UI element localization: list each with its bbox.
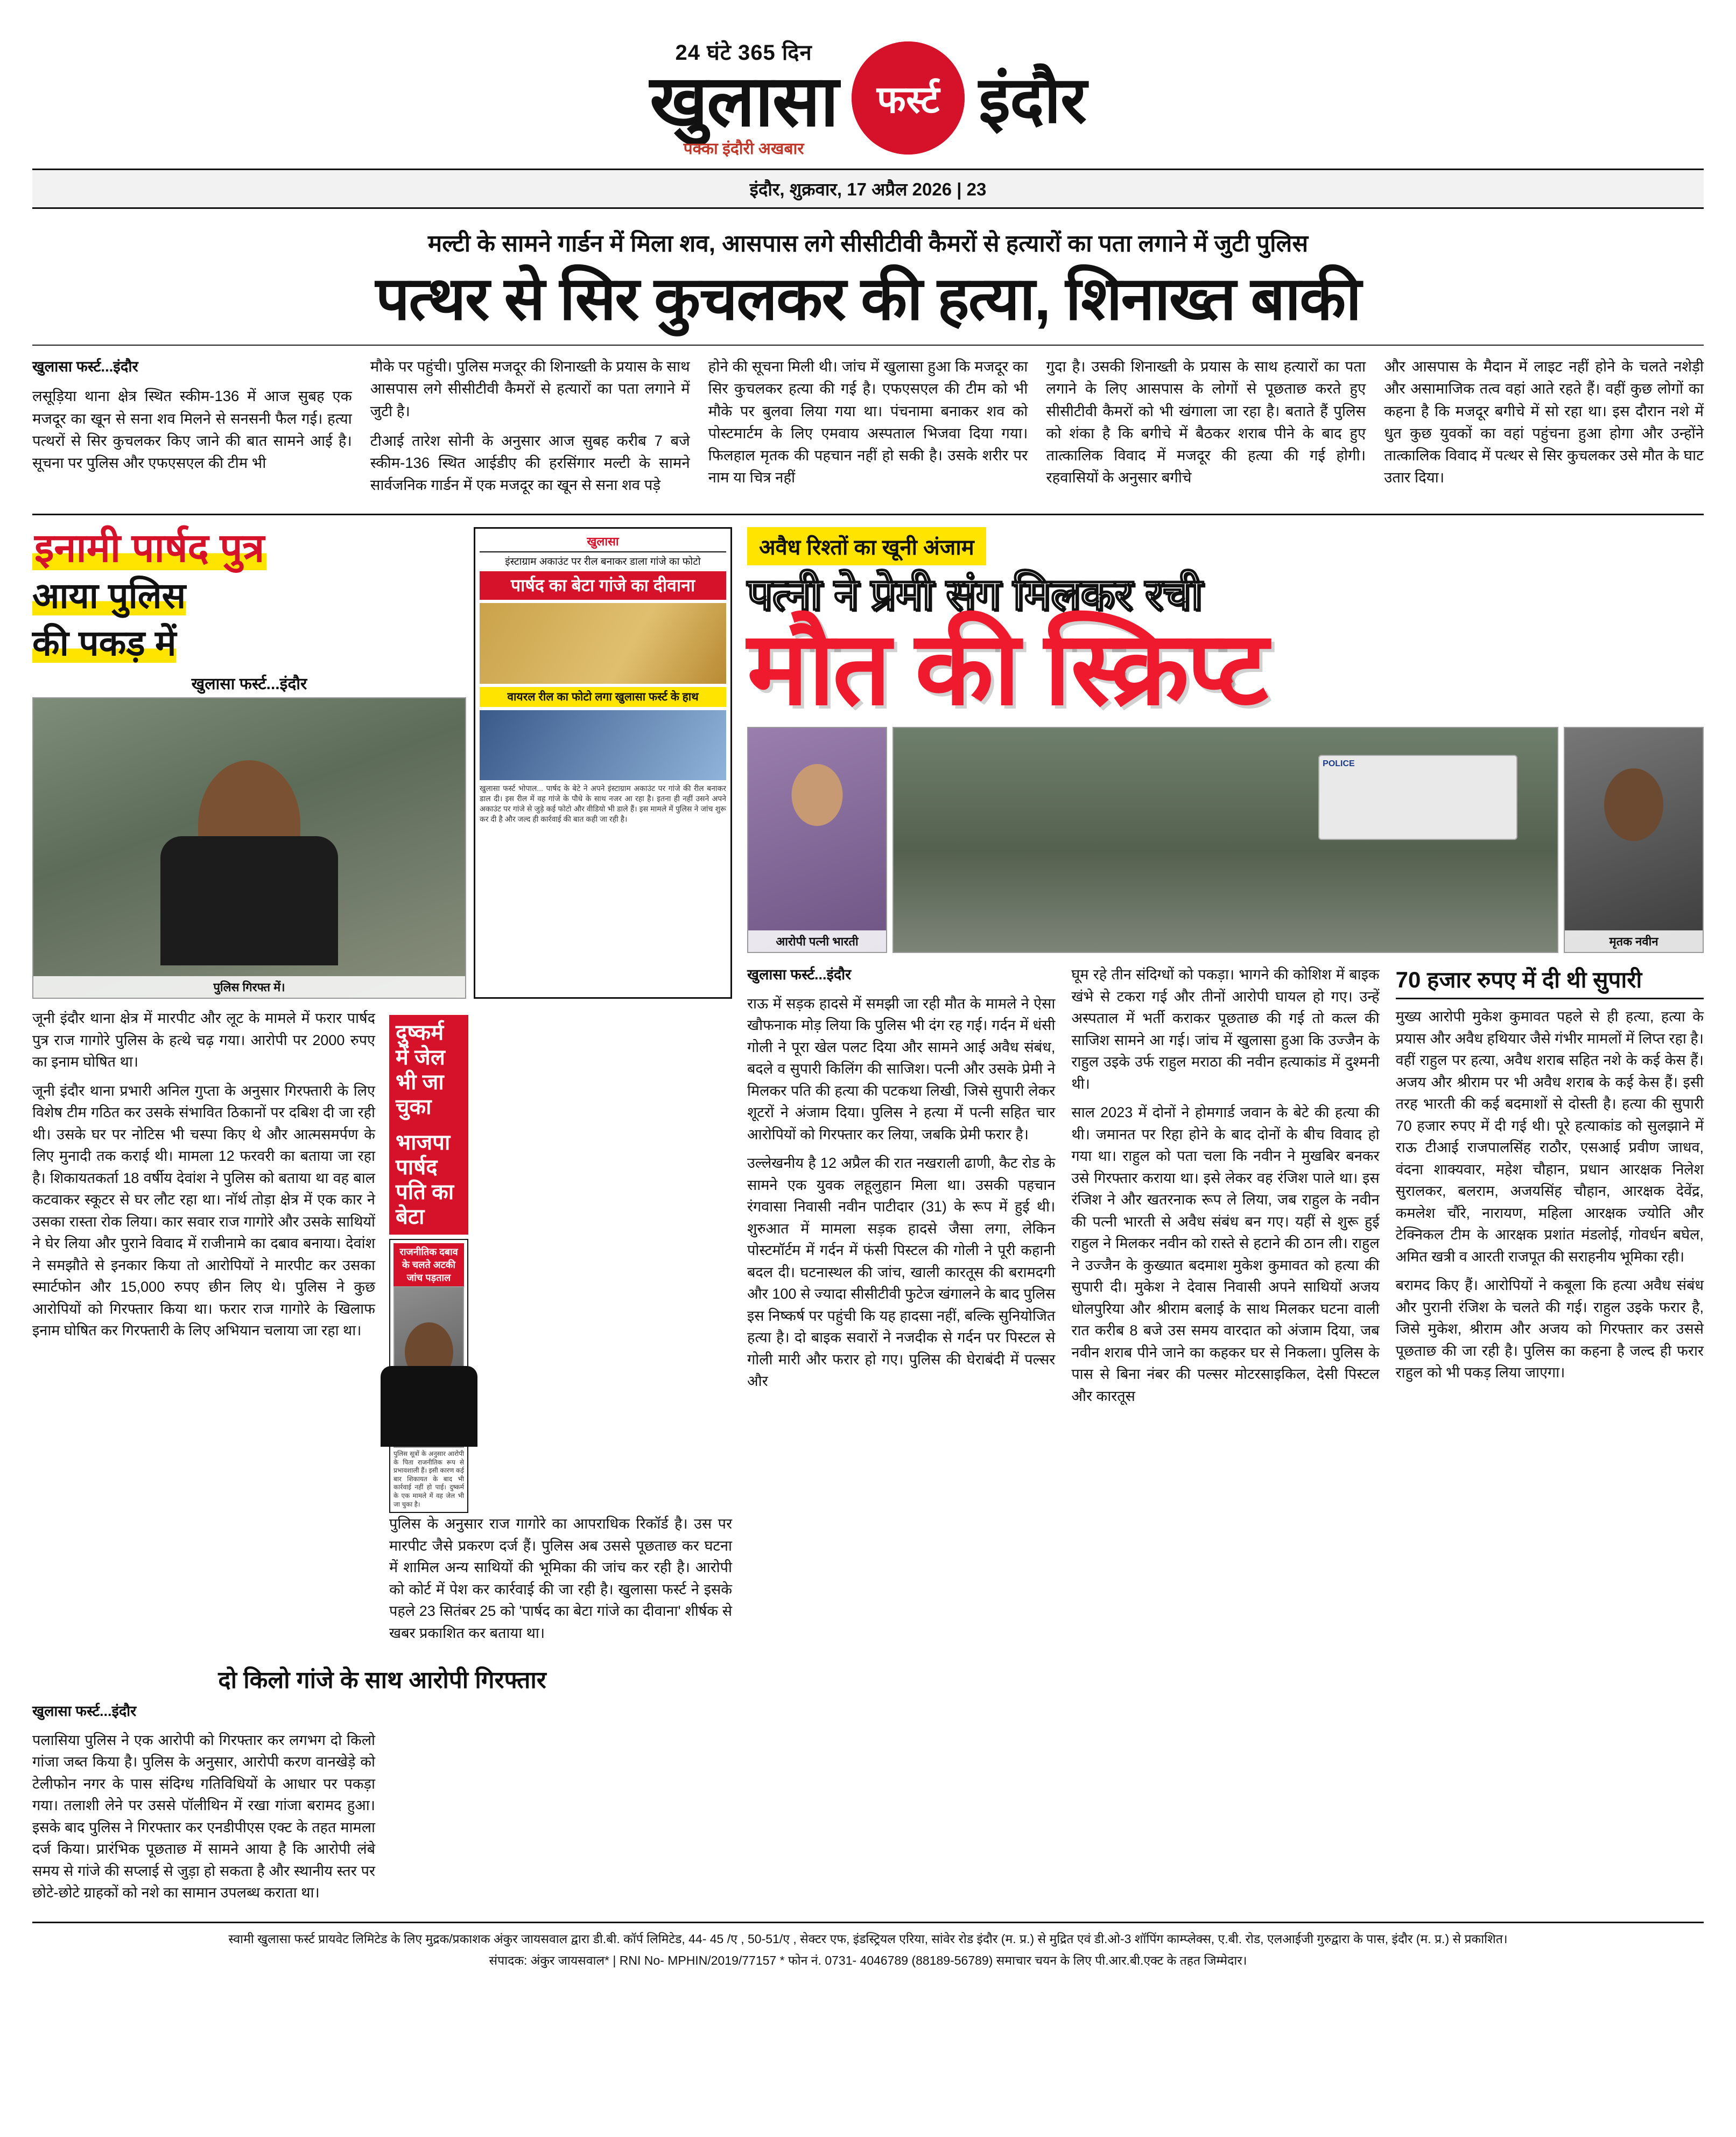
right-headline-2: मौत की स्क्रिप्ट bbox=[747, 611, 1267, 726]
clipping-kicker: इंस्टाग्राम अकाउंट पर रील बनाकर डाला गांजे का फोटो bbox=[505, 556, 701, 567]
left-bottom-byline: खुलासा फर्स्ट...इंदौर bbox=[32, 1703, 137, 1720]
paragraph: टीआई तारेश सोनी के अनुसार आज सुबह करीब 7 बजे स्कीम-136 स्थित आईडीए की हरसिंगार मल्टी के सामने सार्वजनिक गार्डन में एक मजदूर का खून से सना शव पड़े bbox=[370, 432, 690, 494]
accused-photo bbox=[32, 697, 466, 999]
sub-story-text bbox=[389, 1015, 468, 1513]
paragraph: पुलिस के अनुसार राज गागोरे का आपराधिक रिकॉर्ड है। उस पर मारपीट जैसे प्रकरण दर्ज हैं। पुलिस अब उससे पूछताछ कर घटना में शामिल अन्य साथियों की भूमिका की जांच कर रही है। आरोपी को कोर्ट में पेश कर कार्रवाई की जा रही है। खुलासा फर्स्ट ने इसके पहले 23 सितंबर 25 को 'पार्षद का बेटा गांजे का दीवाना' शीर्षक से खबर प्रकाशित कर बताया था। bbox=[389, 1516, 732, 1641]
middle-section bbox=[32, 514, 1704, 1911]
left-bottom-column-2 bbox=[389, 1700, 732, 1911]
paragraph: गुदा है। उसकी शिनाख्ती के प्रयास के साथ हत्यारों का पता लगाने के लिए आसपास के लोगों से पूछताछ करते हुए सीसीटीवी कैमरों को भी खंगाला जा रहा है। बताते हैं पुलिस को शंका है कि बगीचे में बैठकर शराब पीने के बाद हुए तात्कालिक विवाद में मजदूर की हत्या की गई होगी। रहवासियों के अनुसार बगीचे bbox=[1046, 358, 1366, 486]
left-package bbox=[32, 527, 732, 1911]
left-body-column-1 bbox=[32, 1007, 375, 1651]
clipping-image-1 bbox=[480, 603, 726, 684]
sub-story bbox=[389, 1015, 732, 1513]
paragraph: होने की सूचना मिली थी। जांच में खुलासा हुआ कि मजदूर का सिर कुचलकर हत्या की गई है। एफएसएल की टीम को भी मौके पर बुलवा लिया गया था। पंचनामा बनाकर शव को पोस्टमार्टम के लिए एमवाय अस्पताल भिजवा दिया गया। फिलहाल मृतक की पहचान नहीं हो सकी है। उसके शरीर पर नाम या चित्र नहीं bbox=[708, 358, 1028, 486]
newspaper-clipping bbox=[474, 527, 732, 999]
photo-torso bbox=[160, 836, 338, 965]
clipping-image-2 bbox=[480, 710, 726, 780]
left-headline-block bbox=[32, 527, 466, 999]
paragraph: बरामद किए हैं। आरोपियों ने कबूला कि हत्या अवैध संबंध और पुरानी रंजिश के चलते की गई। राहुल उइके फरार है, जिसे मुकेश, श्रीराम और अजय को गिरफ्तार कर उससे पूछताछ की जा रही है। पुलिस का कहना है जल्द ही फरार राहुल को भी पकड़ लिया जाएगा। bbox=[1395, 1277, 1704, 1381]
left-body-columns bbox=[32, 1007, 732, 1651]
photo-caption-right: मृतक नवीन bbox=[1565, 930, 1703, 952]
sub-clipping-body: पुलिस सूत्रों के अनुसार आरोपी के पिता राजनीतिक रूप से प्रभावशाली हैं। इसी कारण कई बार शिकायत के बाद भी कार्रवाई नहीं हो पाई। दुष्कर्म के एक मामले में वह जेल भी जा चुका है। bbox=[393, 1450, 464, 1508]
right-package bbox=[747, 527, 1704, 1911]
sub-story-clipping bbox=[389, 1239, 468, 1513]
right-photo-row bbox=[747, 727, 1704, 953]
left-byline: खुलासा फर्स्ट...इंदौर bbox=[191, 675, 307, 693]
lead-columns bbox=[32, 355, 1704, 514]
footer-line-2: संपादक: अंकुर जायसवाल* | RNI No- MPHIN/2019/77157 * फोन नं. 0731- 4046789 (88189-56789) समाचार चयन के लिए पी.आर.बी.एक्ट के तहत जिम्मेदार। bbox=[489, 1953, 1247, 1968]
clipping-body: खुलासा फर्स्ट भोपाल... पार्षद के बेटे ने अपने इंस्टाग्राम अकाउंट पर गांजे की रील बनाकर डाल दी। इस रील में वह गांजे के पौधे के साथ नजर आ रहा है। इतना ही नहीं उसने अपने अकाउंट पर गांजे से जुड़े कई फोटो और वीडियो भी डाले हैं। इस मामले में पुलिस ने जांच शुरू कर दी है और जल्द ही कार्रवाई की बात कही जा रही है। bbox=[480, 784, 726, 823]
lead-byline: खुलासा फर्स्ट...इंदौर bbox=[32, 358, 138, 375]
photo-face bbox=[792, 764, 843, 826]
lead-story bbox=[32, 223, 1704, 513]
photo-face bbox=[1604, 768, 1663, 841]
paragraph: साल 2023 में दोनों ने होमगार्ड जवान के बेटे की हत्या की थी। जमानत पर रिहा होने के बाद दोनों के बीच विवाद हो गया था। राहुल को पता चला कि नवीन ने मुखबिर बनकर उसे गिरफ्तार कराया था। इसे लेकर वह रंजिश पाले था। इस रंजिश ने और खतरनाक रूप ले लिया, जब राहुल के नवीन की पत्नी भारती से अवैध संबंध बन गए। यहीं से शुरू हुई राहुल ने मिलकर नवीन को रास्ते से हटाने की ठान ली। राहुल ने उज्जैन के कुख्यात बदमाश मुकेश कुमावत को हत्या की सुपारी दी। मुकेश ने देवास निवासी अपने साथियों अजय धोलपुरिया और श्रीराम बलाई के साथ मिलकर घटना वाली रात करीब 8 बजे उस समय वारदात को अंजाम दिया, जब नवीन शराब पीने जाने का कहकर घर से निकला। पुलिस के पास से बिना नंबर की पल्सर मोटरसाइकिल, देसी पिस्टल और कारतूस bbox=[1071, 1104, 1380, 1404]
left-bottom-headline: दो किलो गांजे के साथ आरोपी गिरफ्तार bbox=[218, 1667, 546, 1694]
left-headline-2 bbox=[32, 576, 466, 616]
masthead-city: इंदौर bbox=[979, 64, 1086, 137]
lead-column-2 bbox=[370, 355, 690, 504]
left-bottom-columns bbox=[32, 1700, 732, 1911]
masthead bbox=[32, 22, 1704, 169]
lead-column-5 bbox=[1384, 355, 1704, 504]
right-column-3 bbox=[1396, 964, 1704, 1414]
paragraph: और आसपास के मैदान में लाइट नहीं होने के चलते नशेड़ी और असामाजिक तत्व वहां आते रहते हैं। वहीं कुछ लोगों का कहना है कि मजदूर बगीचे में सो रहा था। इस दौरान नशे में धुत कुछ युवकों का वहां पहुंचना हुआ होगा और उन्होंने तात्कालिक विवाद में पत्थर से सिर कुचलकर उसे मौत के घाट उतार दिया। bbox=[1384, 358, 1704, 486]
clipping-label: वायरल रील का फोटो लगा खुलासा फर्स्ट के हाथ bbox=[480, 687, 726, 707]
right-column-1 bbox=[747, 964, 1055, 1414]
masthead-subtitle: पक्का इंदौरी अखबार bbox=[683, 140, 804, 158]
left-bottom-column-1 bbox=[32, 1700, 375, 1911]
left-package-top bbox=[32, 527, 732, 999]
photo-caption: पुलिस गिरफ्त में। bbox=[33, 976, 465, 998]
person-row bbox=[894, 791, 1557, 952]
paragraph: राऊ में सड़क हादसे में समझी जा रही मौत के मामले ने ऐसा खौफनाक मोड़ लिया कि पुलिस भी दंग रह गई। गर्दन में धंसी गोली ने पूरा खेल पलट दिया और सामने आई अवैध संबंध, बदले व सुपारी किलिंग की साजिश। पत्नी और उसके प्रेमी ने मिलकर पति की हत्या की पटकथा लिखी, जिसे सुपारी लेकर शूटरों ने अंजाम दिया। पुलिस ने हत्या में पत्नी सहित चार आरोपियों को गिरफ्तार कर लिया, जबकि प्रेमी फरार है। bbox=[747, 995, 1056, 1143]
lead-column-1 bbox=[32, 355, 352, 504]
right-byline: खुलासा फर्स्ट...इंदौर bbox=[747, 966, 852, 983]
left-body-column-2 bbox=[389, 1007, 732, 1651]
lead-column-4 bbox=[1046, 355, 1366, 504]
masthead-title: खुलासा bbox=[650, 61, 838, 141]
right-columns bbox=[747, 964, 1704, 1414]
lead-column-3 bbox=[708, 355, 1028, 504]
right-headline-1: पत्नी ने प्रेमी संग मिलकर रची bbox=[747, 570, 1203, 619]
paragraph: पलासिया पुलिस ने एक आरोपी को गिरफ्तार कर लगभग दो किलो गांजा जब्त किया है। पुलिस के अनुसार, आरोपी करण वानखेड़े को टेलीफोन नगर के पास संदिग्ध गतिविधियों के आधार पर पकड़ा गया। तलाशी लेने पर उससे पॉलीथिन में रखा गांजा बरामद हुआ। इसके बाद पुलिस ने गिरफ्तार कर एनडीपीएस एक्ट के तहत मामला दर्ज किया। प्रारंभिक पूछताछ में सामने आया है कि आरोपी लंबे समय से गांजे की सप्लाई से जुड़ा हो सकता है और स्थानीय स्तर पर छोटे-छोटे ग्राहकों को नशे का सामान उपलब्ध कराता था। bbox=[32, 1732, 375, 1901]
right-column-2 bbox=[1071, 964, 1379, 1414]
paragraph: घूम रहे तीन संदिग्धों को पकड़ा। भागने की कोशिश में बाइक खंभे से टकरा गई और तीनों आरोपी घायल हो गए। उन्हें अस्पताल में भर्ती कराकर पूछताछ की गई तो कत्ल की साजिश सामने आ गई। जांच में खुलासा हुआ कि उज्जैन के राहुल उइके उर्फ राहुल मराठा की नवीन हत्याकांड में दुश्मनी थी। bbox=[1071, 966, 1380, 1092]
divider bbox=[32, 345, 1704, 346]
masthead-tagline: 24 घंटे 365 दिन bbox=[675, 41, 812, 65]
left-headline-box bbox=[32, 527, 466, 664]
paragraph: जूनी इंदौर थाना क्षेत्र में मारपीट और लूट के मामले में फरार पार्षद पुत्र राज गागोरे पुलिस के हत्थे चढ़ गया। आरोपी पर 2000 रुपए का इनाम घोषित था। bbox=[32, 1010, 375, 1070]
victim-photo bbox=[1564, 727, 1704, 953]
photo-caption-left: आरोपी पत्नी भारती bbox=[748, 930, 886, 952]
right-sidebar-headline: 70 हजार रुपए में दी थी सुपारी bbox=[1396, 964, 1704, 999]
paragraph: जूनी इंदौर थाना प्रभारी अनिल गुप्ता के अनुसार गिरफ्तारी के लिए विशेष टीम गठित कर उसके संभावित ठिकानों पर दबिश दी जा रही थी। उसके घर पर नोटिस भी चस्पा किए थे और आत्मसमर्पण के लिए मुनादी तक कराई थी। मामला 12 फरवरी का बताया जा रहा है। शिकायतकर्ता 18 वर्षीय देवांश ने पुलिस को बताया था वह बाल कटवाकर स्कूटर से घर लौट रहा था। नॉर्थ तोड़ा क्षेत्र में एक कार ने उसका रास्ता रोक लिया। कार सवार राज गागोरे और उसके साथियों ने घेर लिया और पुराने विवाद में राजीनामे का दबाव बनाया। देवांश ने समझौते से इनकार किया तो आरोपियों ने मारपीट कर उसका स्मार्टफोन और 15,000 रुपए छीन लिए थे। पुलिस ने कुछ आरोपियों को गिरफ्तार किया था। फरार राज गागोरे के खिलाफ इनाम घोषित कर गिरफ्तारी के लिए अभियान चलाया जा रहा था। bbox=[32, 1082, 375, 1339]
left-headline-2b: की पकड़ में bbox=[32, 623, 177, 663]
right-tag: अवैध रिश्तों का खूनी अंजाम bbox=[747, 527, 986, 565]
masthead-left bbox=[650, 37, 838, 159]
page-footer bbox=[32, 1922, 1704, 1984]
masthead-badge: फर्स्ट bbox=[852, 41, 965, 155]
lead-kicker: मल्टी के सामने गार्डन में मिला शव, आसपास लगे सीसीटीवी कैमरों से हत्यारों का पता लगाने में जुटी पुलिस bbox=[427, 230, 1309, 257]
left-headline-1: इनामी पार्षद पुत्र bbox=[32, 526, 266, 570]
paragraph: लसूड़िया थाना क्षेत्र स्थित स्कीम-136 में आज सुबह एक मजदूर का खून से सना शव मिलने से सनसनी फैल गई। हत्या पत्थरों से सिर कुचलकर किए जाने की बात सामने आई है। सूचना पर पुलिस और एफएसएल की टीम भी bbox=[32, 388, 352, 472]
sub-story-headline-2: भाजपा पार्षद पति का बेटा bbox=[389, 1125, 468, 1235]
sub-clipping-title: राजनीतिक दबाव के चलते अटकी जांच पड़ताल bbox=[393, 1243, 464, 1286]
sub-story-headline-1: दुष्कर्म में जेल भी जा चुका bbox=[389, 1015, 468, 1125]
left-headline-3 bbox=[32, 623, 466, 663]
paragraph: मौके पर पहुंची। पुलिस मजदूर की शिनाख्ती के प्रयास के साथ आसपास लगे सीसीटीवी कैमरों से हत्यारों का पता लगाने में जुटी है। bbox=[370, 358, 690, 419]
clipping-masthead: खुलासा bbox=[480, 533, 726, 552]
lead-headline: पत्थर से सिर कुचलकर की हत्या, शिनाख्त बाकी bbox=[375, 265, 1361, 333]
footer-line-1: स्वामी खुलासा फर्स्ट प्रायवेट लिमिटेड के लिए मुद्रक/प्रकाशक अंकुर जायसवाल द्वारा डी.बी. कॉर्प लिमिटेड, 44- 45 /ए , 50-51/ए , सेक्टर एफ, इंडस्ट्रियल एरिया, सांवेर रोड इंदौर (म. प्र.) से मुद्रित एवं डी.ओ-3 शॉपिंग काम्प्लेक्स, ए.बी. रोड, एलआईजी गुरुद्वारा के पास, इंदौर (म. प्र.) से प्रकाशित। bbox=[228, 1931, 1508, 1946]
police-group-photo bbox=[892, 727, 1558, 953]
sub-clipping-photo bbox=[393, 1286, 464, 1448]
paragraph: मुख्य आरोपी मुकेश कुमावत पहले से ही हत्या, हत्या के प्रयास और अवैध हथियार जैसे गंभीर मामलों में लिप्त रहा है। वहीं राहुल पर हत्या, अवैध शराब सहित नशे के कई केस हैं। अजय और श्रीराम पर भी अवैध शराब के कई केस हैं। इसी तरह भारती की कई बदमाशों से दोस्ती है। हत्या की सुपारी 70 हजार रुपए में दी गई थी। पूरे हत्याकांड को सुलझाने में राऊ टीआई राजपालसिंह राठौर, एसआई प्रवीण जाधव, वंदना शाक्यवार, महेश चौहान, प्रधान आरक्षक निलेश सुरालकर, बलराम, अजयसिंह चौहान, आरक्षक देवेंद्र, कमलेश चौंरे, नारायण, महिला आरक्षक ज्योति और टेक्निकल टीम के आरक्षक प्रशांत मंडलोई, गोवर्धन बघेल, अमित खत्री व आरती राजपूत की सराहनीय भूमिका रही। bbox=[1395, 1008, 1704, 1265]
paragraph: उल्लेखनीय है 12 अप्रैल की रात नखराली ढाणी, कैट रोड के सामने एक युवक लहूलुहान मिला था। उसकी पहचान रंगवासा निवासी नवीन पाटीदार (31) के रूप में हुई थी। शुरुआत में मामला सड़क हादसे जैसा लगा, लेकिन पोस्टमॉर्टम में गर्दन में फंसी पिस्टल की गोली ने पूरी कहानी बदल दी। घटनास्थल की जांच, खाली कारतूस की बरामदगी और 100 से ज्यादा सीसीटीवी फुटेज खंगालने के बाद पुलिस इस निष्कर्ष पर पहुंची कि यह हादसा नहीं, बल्कि सुनियोजित हत्या है। दो बाइक सवारों ने नजदीक से गर्दन पर पिस्टल से गोली मारी और फरार हो गए। पुलिस की घेराबंदी में पल्सर और bbox=[747, 1155, 1056, 1390]
photo-torso bbox=[381, 1366, 477, 1447]
accused-wife-photo bbox=[747, 727, 887, 953]
left-headline-2a: आया पुलिस bbox=[32, 576, 186, 616]
dateline: इंदौर, शुक्रवार, 17 अप्रैल 2026 | 23 bbox=[32, 169, 1704, 209]
clipping-headline: पार्षद का बेटा गांजे का दीवाना bbox=[480, 571, 726, 600]
